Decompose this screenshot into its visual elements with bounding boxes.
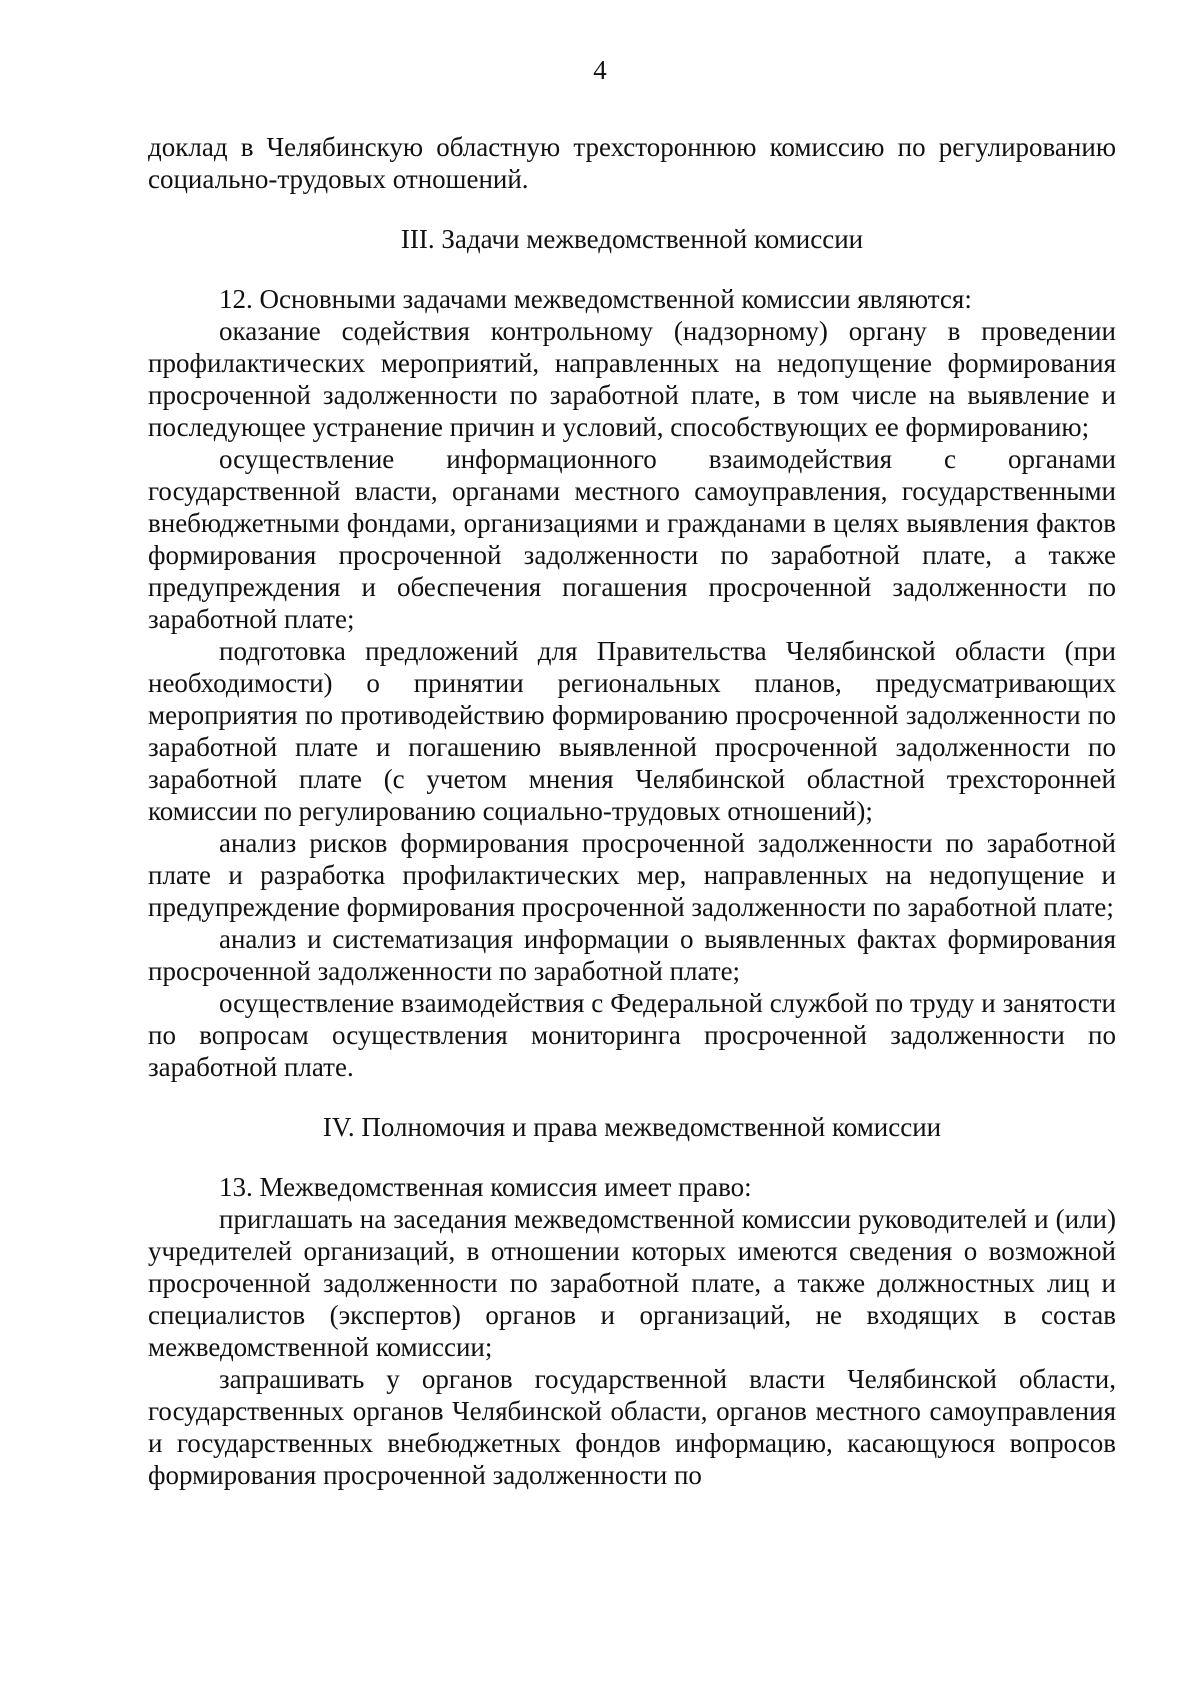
intro-paragraph: доклад в Челябинскую областную трехстороннюю комиссию по регулированию социально-трудовых отношений.	[148, 132, 1116, 194]
page-number: 4	[593, 55, 607, 85]
clause-13-item: приглашать на заседания межведомственной комиссии руководителей и (или) учредителей организаций, в отношении которых имеются сведения о возможной просроченной задолженности по заработной плате, а также должностных лиц и специалистов (экспертов) органов и организаций, не входящих в состав межведомственной комиссии;	[148, 1204, 1116, 1362]
document-body	[148, 131, 1116, 1491]
clause-12-item: подготовка предложений для Правительства Челябинской области (при необходимости) о принятии региональных планов, предусматривающих мероприятия по противодействию формированию просроченной задолженности по заработной плате и погашению выявленной просроченной задолженности по заработной плате (с учетом мнения Челябинской областной трехсторонней комиссии по регулированию социально-трудовых отношений);	[148, 636, 1116, 826]
clause-12-item: осуществление взаимодействия с Федеральной службой по труду и занятости по вопросам осуществления мониторинга просроченной задолженности по заработной плате.	[148, 988, 1116, 1082]
clause-12-item: осуществление информационного взаимодействия с органами государственной власти, органами местного самоуправления, государственными внебюджетными фондами, организациями и гражданами в целях выявления фактов формирования просроченной задолженности по заработной плате, а также предупреждения и обеспечения погашения просроченной задолженности по заработной плате;	[148, 444, 1116, 634]
clause-13: 13. Межведомственная комиссия имеет право:	[219, 1172, 752, 1202]
clause-13-item: запрашивать у органов государственной власти Челябинской области, государственных органов Челябинской области, органов местного самоуправления и государственных внебюджетных фондов информацию, касающуюся вопросов формирования просроченной задолженности по	[148, 1364, 1116, 1490]
section-4-heading: IV. Полномочия и права межведомственной комиссии	[322, 1112, 942, 1142]
clause-12-item: анализ и систематизация информации о выявленных фактах формирования просроченной задолженности по заработной плате;	[148, 924, 1116, 986]
clause-12: 12. Основными задачами межведомственной комиссии являются:	[219, 284, 972, 314]
clause-12-item: анализ рисков формирования просроченной задолженности по заработной плате и разработка профилактических мер, направленных на недопущение и предупреждение формирования просроченной задолженности по заработной плате;	[148, 828, 1116, 922]
clause-12-item: оказание содействия контрольному (надзорному) органу в проведении профилактических мероприятий, направленных на недопущение формирования просроченной задолженности по заработной плате, в том числе на выявление и последующее устранение причин и условий, способствующих ее формированию;	[148, 316, 1116, 442]
section-3-heading: III. Задачи межведомственной комиссии	[400, 224, 864, 254]
